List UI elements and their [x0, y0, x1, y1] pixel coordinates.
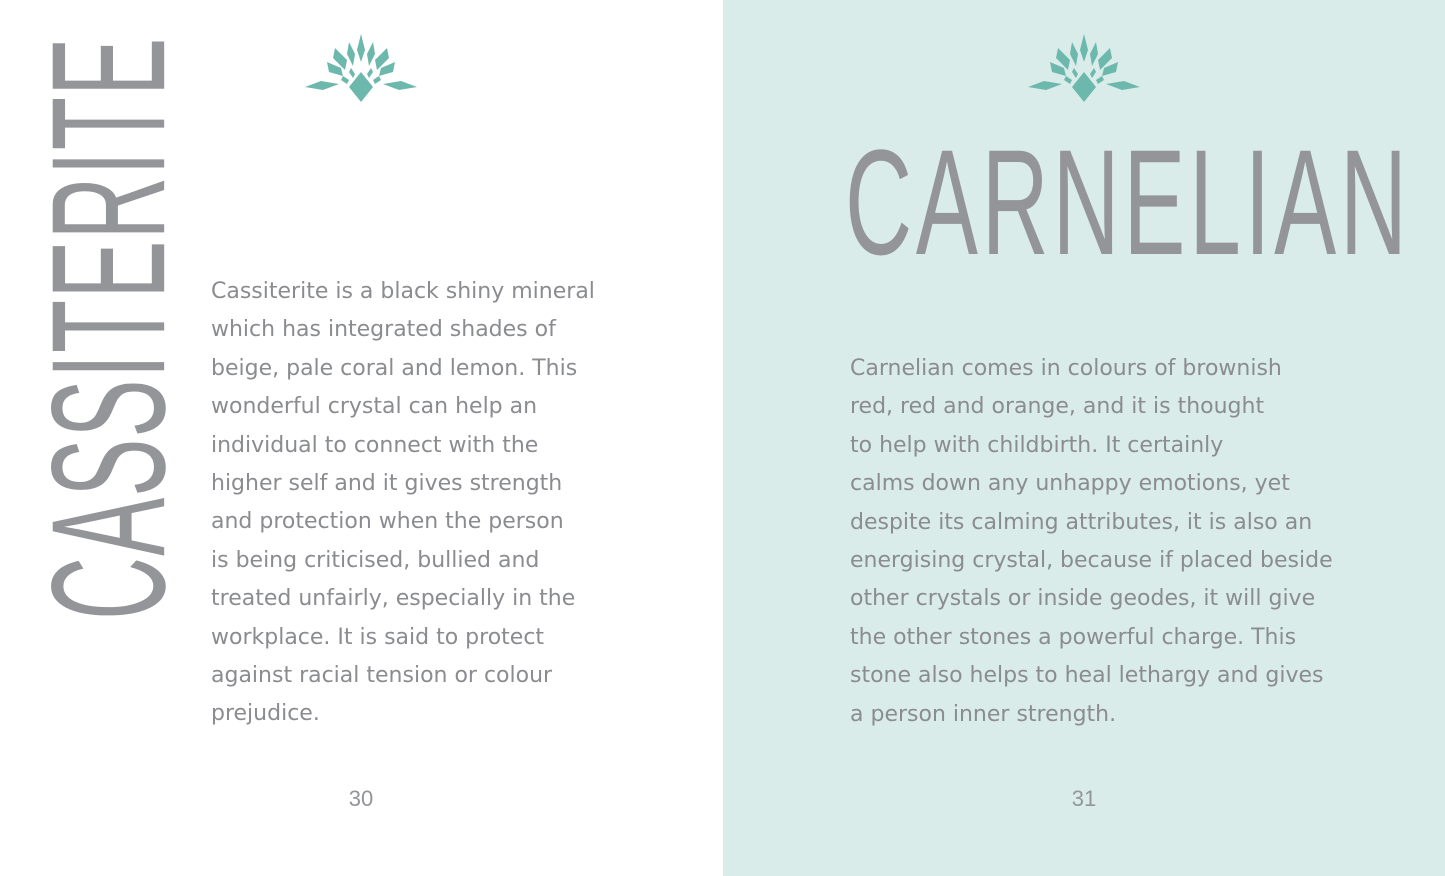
carnelian-description	[850, 350, 1333, 734]
text-line: to help with childbirth. It certainly	[850, 432, 1224, 458]
page-title-carnelian: CARNELIAN	[845, 118, 1411, 286]
text-line: prejudice.	[211, 701, 320, 727]
text-line: individual to connect with the	[211, 432, 539, 458]
text-line: treated unfairly, especially in the	[211, 586, 576, 612]
text-line: other crystals or inside geodes, it will give	[850, 586, 1316, 612]
text-line: a person inner strength.	[850, 701, 1117, 727]
text-line: wonderful crystal can help an	[211, 394, 538, 420]
text-line: Cassiterite is a black shiny mineral	[211, 279, 595, 304]
crystal-lotus-icon	[305, 32, 417, 106]
page-title-cassiterite: CASSITERITE	[17, 36, 199, 620]
text-line: stone also helps to heal lethargy and gives	[850, 663, 1324, 689]
text-line: calms down any unhappy emotions, yet	[850, 471, 1290, 497]
text-line: which has integrated shades of	[211, 317, 556, 343]
cassiterite-description	[211, 273, 611, 734]
text-line: the other stones a powerful charge. This	[850, 624, 1297, 650]
page-number-left: 30	[348, 786, 374, 811]
text-line: is being criticised, bullied and	[211, 547, 540, 573]
text-line: beige, pale coral and lemon. This	[211, 355, 578, 381]
text-line: energising crystal, because if placed beside	[850, 548, 1333, 574]
text-line: and protection when the person	[211, 509, 564, 535]
page-number-right: 31	[1071, 786, 1097, 811]
text-line: despite its calming attributes, it is also an	[850, 509, 1313, 535]
text-line: higher self and it gives strength	[211, 471, 563, 497]
text-line: workplace. It is said to protect	[211, 624, 545, 650]
text-line: red, red and orange, and it is thought	[850, 394, 1265, 420]
text-line: against racial tension or colour	[211, 663, 553, 689]
text-line: Carnelian comes in colours of brownish	[850, 356, 1282, 381]
crystal-lotus-icon	[1028, 32, 1140, 106]
vertical-title-container	[17, 36, 199, 620]
